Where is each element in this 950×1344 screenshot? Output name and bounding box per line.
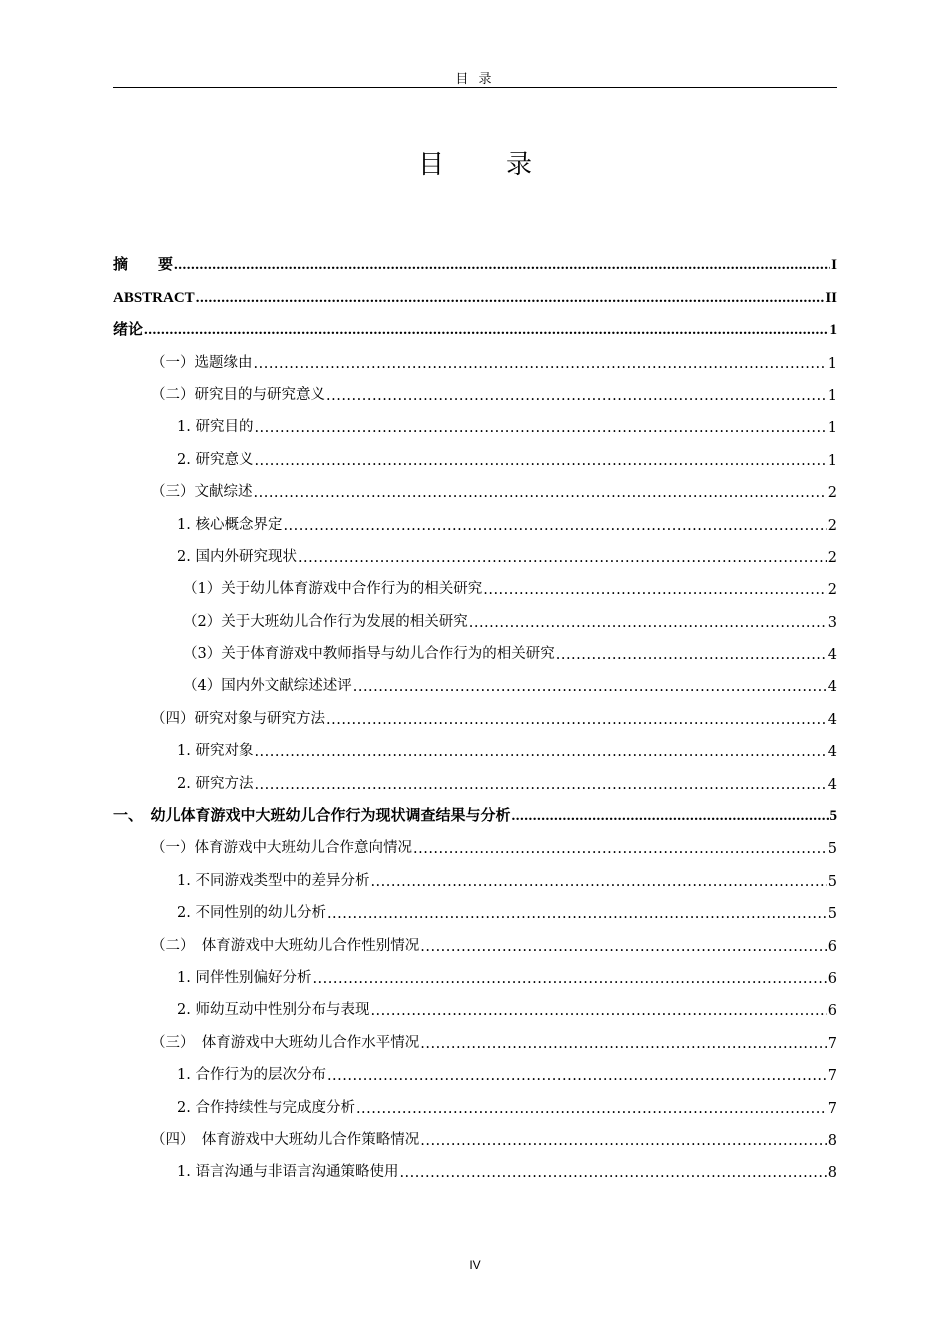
toc-entry[interactable] [113, 248, 837, 280]
toc-entry-page: 3 [827, 614, 837, 631]
toc-entry-page: II [825, 289, 837, 306]
dot-leader [196, 290, 825, 307]
dot-leader [327, 1068, 827, 1084]
dot-leader [312, 971, 826, 987]
toc-entry-page: 7 [827, 1035, 837, 1052]
dot-leader [254, 453, 826, 469]
toc-entry-label: 2. 师幼互动中性别分布与表现 [177, 1002, 370, 1019]
dot-leader [326, 388, 827, 404]
header-divider [113, 87, 837, 88]
toc-entry-page: 2 [827, 582, 837, 599]
toc-entry-page: 4 [827, 776, 837, 793]
dot-leader [298, 550, 827, 566]
toc-entry[interactable] [113, 313, 837, 345]
toc-entry[interactable] [113, 831, 837, 863]
toc-entry[interactable] [113, 1058, 837, 1090]
toc-entry-page: 4 [827, 679, 837, 696]
toc-entry[interactable] [113, 1123, 837, 1155]
toc-entry-page: 4 [827, 647, 837, 664]
toc-entry-label: ABSTRACT [113, 289, 195, 306]
toc-entry[interactable] [113, 637, 837, 669]
dot-leader [370, 874, 826, 890]
dot-leader [483, 582, 827, 598]
toc-entry-page: I [831, 257, 837, 274]
dot-leader [254, 356, 827, 372]
toc-entry-label: （二）研究目的与研究意义 [151, 386, 325, 403]
toc-entry-page: 7 [827, 1068, 837, 1085]
toc-entry-page: 1 [827, 387, 837, 404]
dot-leader [420, 1133, 827, 1149]
toc-entry-page: 8 [827, 1165, 837, 1182]
toc-entry-label: 2. 合作持续性与完成度分析 [177, 1099, 355, 1116]
toc-entry[interactable] [113, 734, 837, 766]
toc-entry-page: 5 [829, 808, 837, 825]
page-title: 目 录 [417, 150, 550, 180]
toc-entry-label: 2. 研究方法 [177, 775, 254, 792]
toc-entry-label: 1. 合作行为的层次分布 [177, 1067, 326, 1084]
toc-entry[interactable] [113, 507, 837, 539]
toc-entry[interactable] [113, 766, 837, 798]
toc-entry-label: （四）研究对象与研究方法 [151, 710, 325, 727]
toc-entry-page: 4 [827, 711, 837, 728]
dot-leader [556, 647, 827, 663]
toc-entry-label: 1. 核心概念界定 [177, 516, 283, 533]
dot-leader [174, 257, 830, 274]
toc-entry-label: 1. 研究目的 [177, 419, 254, 436]
table-of-contents [113, 248, 837, 1187]
toc-entry-page: 2 [827, 549, 837, 566]
dot-leader [283, 518, 826, 534]
toc-entry-label: 1. 不同游戏类型中的差异分析 [177, 872, 370, 889]
toc-entry-label: （2）关于大班幼儿合作行为发展的相关研究 [183, 613, 468, 630]
toc-entry[interactable] [113, 669, 837, 701]
toc-entry[interactable] [113, 799, 837, 831]
toc-entry-page: 7 [827, 1100, 837, 1117]
dot-leader [399, 1165, 826, 1181]
toc-entry-page: 6 [827, 970, 837, 987]
toc-entry-page: 2 [827, 485, 837, 502]
toc-entry[interactable] [113, 701, 837, 733]
toc-entry[interactable] [113, 928, 837, 960]
toc-entry-label: （三）文献综述 [151, 484, 253, 501]
toc-entry-label: （四） 体育游戏中大班幼儿合作策略情况 [151, 1131, 420, 1148]
toc-entry-label: 摘 要 [113, 257, 174, 274]
toc-entry[interactable] [113, 1155, 837, 1187]
toc-entry-page: 5 [827, 873, 837, 890]
toc-entry-label: 1. 研究对象 [177, 743, 254, 760]
toc-entry-label: 2. 研究意义 [177, 451, 254, 468]
dot-leader [413, 841, 827, 857]
toc-entry-page: 8 [827, 1132, 837, 1149]
toc-entry-label: （1）关于幼儿体育游戏中合作行为的相关研究 [183, 581, 483, 598]
toc-entry-page: 1 [827, 420, 837, 437]
toc-entry-label: （二） 体育游戏中大班幼儿合作性别情况 [151, 937, 420, 954]
dot-leader [420, 1036, 827, 1052]
toc-entry[interactable] [113, 378, 837, 410]
toc-entry-label: 1. 语言沟通与非语言沟通策略使用 [177, 1164, 399, 1181]
toc-entry-page: 5 [827, 841, 837, 858]
dot-leader [144, 322, 828, 339]
page-number: IV [469, 1258, 481, 1272]
toc-entry-page: 4 [827, 744, 837, 761]
toc-entry-page: 1 [827, 452, 837, 469]
toc-entry-label: （4）国内外文献综述述评 [183, 678, 352, 695]
dot-leader [254, 777, 826, 793]
toc-entry-label: （三） 体育游戏中大班幼儿合作水平情况 [151, 1034, 420, 1051]
toc-entry[interactable] [113, 442, 837, 474]
toc-entry-page: 5 [827, 906, 837, 923]
dot-leader [254, 744, 826, 760]
toc-entry-page: 1 [829, 322, 837, 339]
running-header: 目 录 [455, 72, 495, 87]
toc-entry-label: （一）选题缘由 [151, 354, 253, 371]
toc-entry[interactable] [113, 961, 837, 993]
dot-leader [356, 1101, 827, 1117]
toc-entry-page: 1 [827, 355, 837, 372]
toc-entry[interactable] [113, 572, 837, 604]
toc-entry-label: （3）关于体育游戏中教师指导与幼儿合作行为的相关研究 [183, 646, 555, 663]
toc-entry-page: 6 [827, 938, 837, 955]
toc-entry-label: （一）体育游戏中大班幼儿合作意向情况 [151, 840, 412, 857]
toc-entry[interactable] [113, 1090, 837, 1122]
dot-leader [353, 679, 827, 695]
toc-entry-label: 绪论 [113, 322, 144, 339]
toc-entry[interactable] [113, 475, 837, 507]
toc-entry-label: 1. 同伴性别偏好分析 [177, 969, 312, 986]
toc-entry-page: 6 [827, 1003, 837, 1020]
dot-leader [469, 615, 827, 631]
dot-leader [254, 485, 827, 501]
toc-entry[interactable] [113, 604, 837, 636]
toc-entry[interactable] [113, 280, 837, 312]
toc-entry[interactable] [113, 863, 837, 895]
dot-leader [326, 712, 827, 728]
toc-entry[interactable] [113, 1025, 837, 1057]
toc-entry-label: 一、 幼儿体育游戏中大班幼儿合作行为现状调查结果与分析 [113, 808, 511, 825]
toc-entry[interactable] [113, 540, 837, 572]
dot-leader [512, 808, 829, 825]
dot-leader [254, 420, 826, 436]
toc-entry-page: 2 [827, 517, 837, 534]
dot-leader [420, 939, 827, 955]
toc-entry[interactable] [113, 410, 837, 442]
dot-leader [327, 906, 827, 922]
toc-entry[interactable] [113, 345, 837, 377]
toc-entry-label: 2. 国内外研究现状 [177, 548, 297, 565]
dot-leader [370, 1003, 826, 1019]
toc-entry[interactable] [113, 896, 837, 928]
toc-entry-label: 2. 不同性别的幼儿分析 [177, 905, 326, 922]
toc-entry[interactable] [113, 993, 837, 1025]
